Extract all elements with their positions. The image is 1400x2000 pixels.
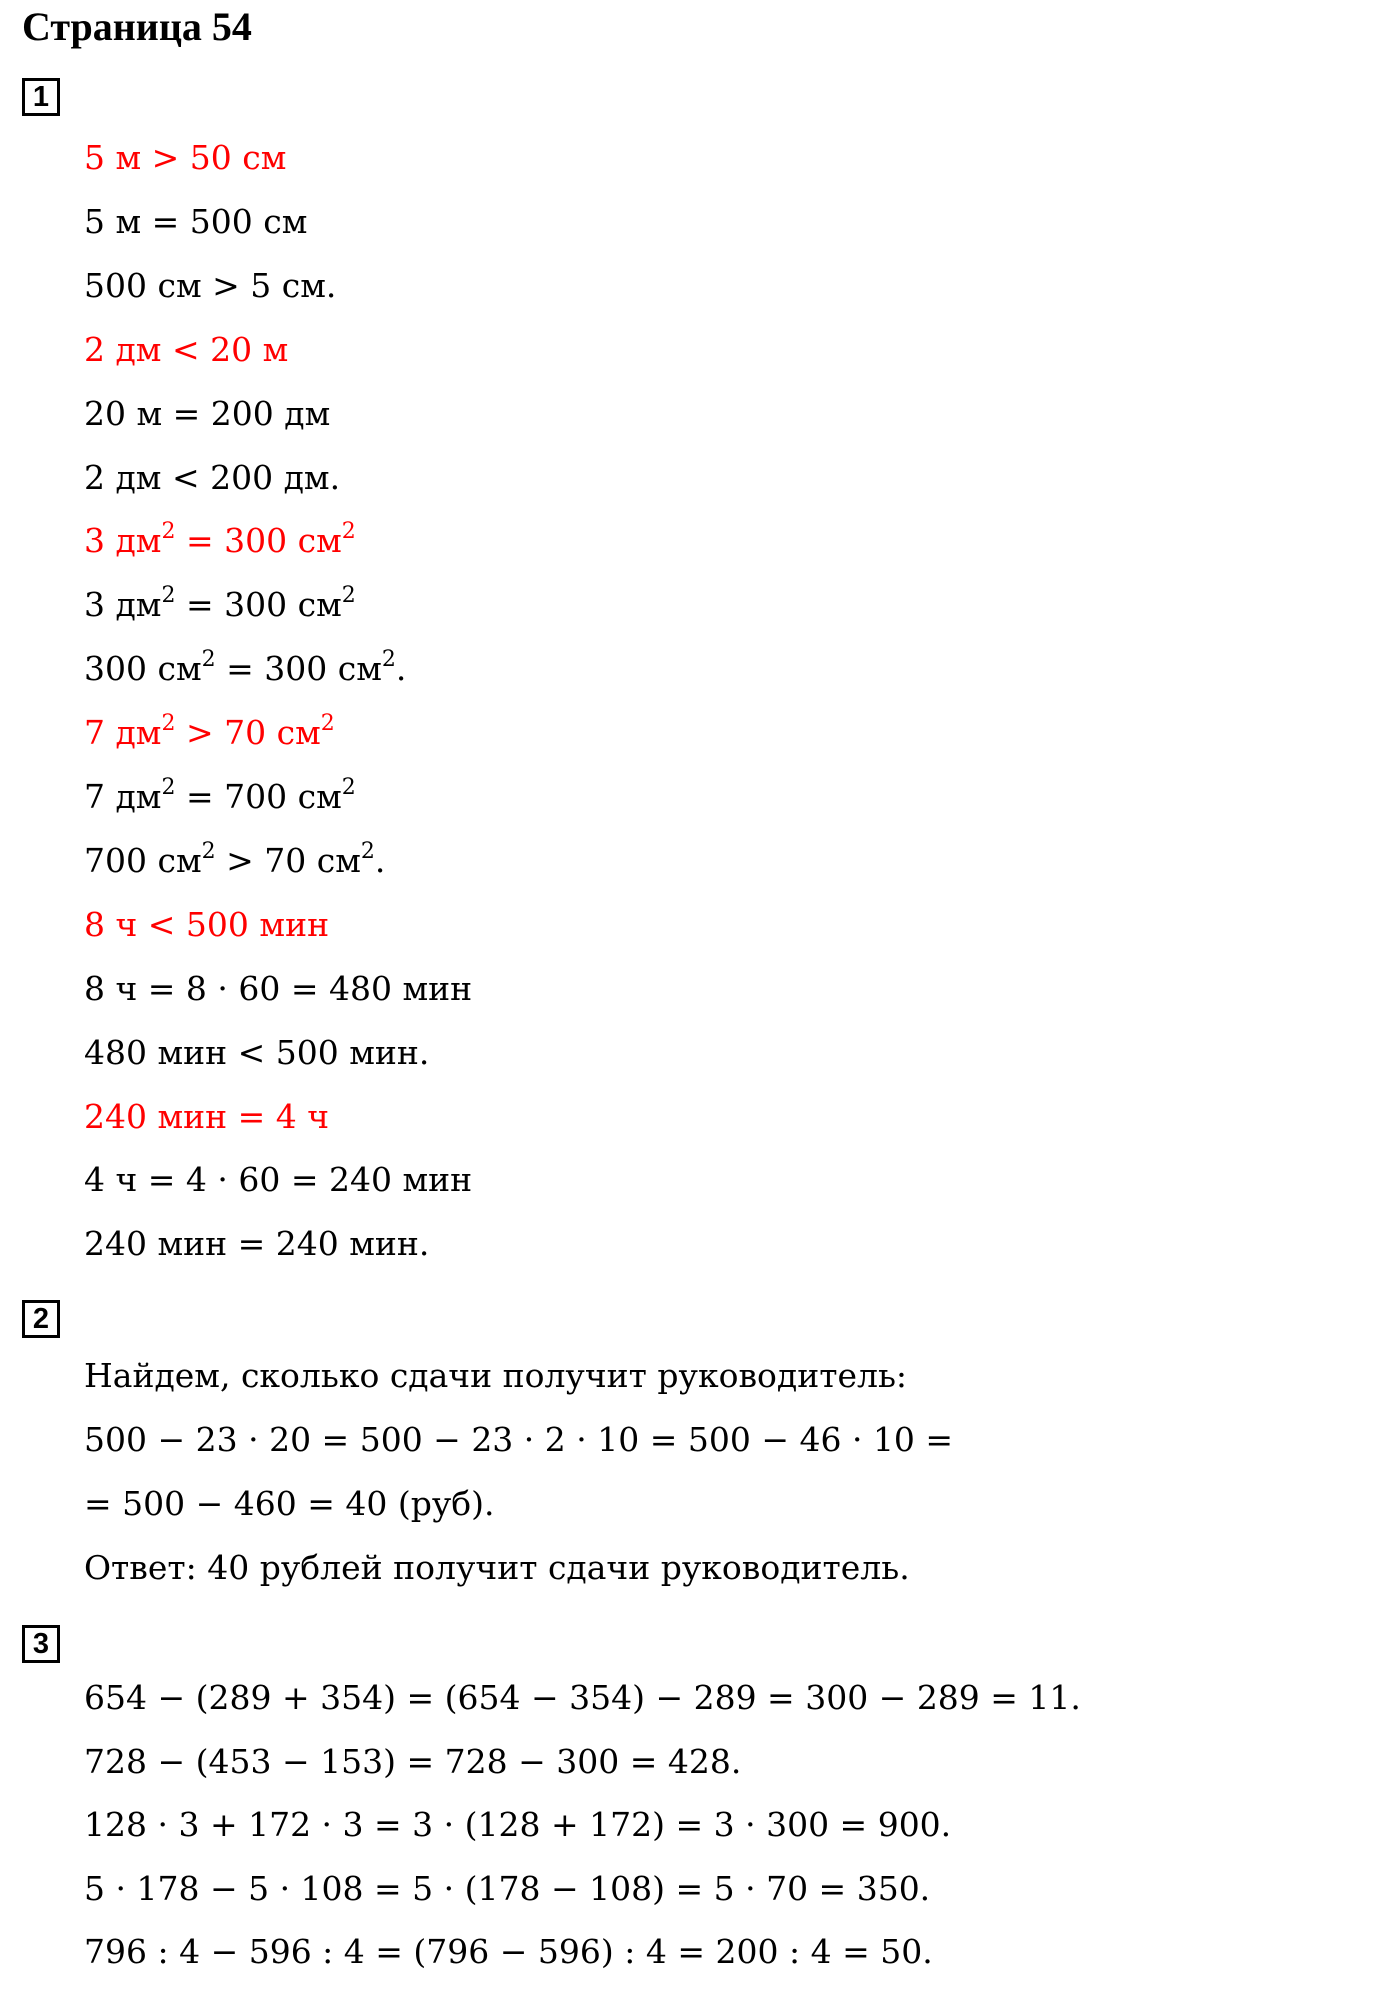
superscript: 2 xyxy=(201,838,216,864)
expression-text: 480 мин < 500 мин. xyxy=(84,1032,430,1072)
task-3-line xyxy=(84,1803,951,1847)
expression-text: 7 дм xyxy=(84,713,162,753)
task-1-line xyxy=(84,1158,472,1202)
expression-text: 240 мин = 4 ч xyxy=(84,1096,330,1136)
task-number-1: 1 xyxy=(22,78,60,116)
task-1-line xyxy=(84,711,335,755)
superscript: 2 xyxy=(341,775,356,800)
expression-text: 7 дм xyxy=(84,777,162,816)
task-1-line xyxy=(84,1031,429,1075)
task-3-line xyxy=(84,1740,741,1784)
task-1-line xyxy=(84,1095,329,1139)
expression-text: > 70 см xyxy=(175,713,321,753)
task-1-line xyxy=(84,839,385,883)
superscript: 2 xyxy=(341,583,356,609)
expression-text: Ответ: 40 рублей получит сдачи руководитель. xyxy=(84,1548,910,1587)
expression-text: 3 дм xyxy=(84,521,162,561)
expression-text: = 300 см xyxy=(215,649,382,689)
superscript: 2 xyxy=(341,519,356,545)
task-1-line xyxy=(84,967,472,1011)
expression-text: = 300 см xyxy=(175,521,342,561)
task-2-line xyxy=(84,1354,907,1398)
task-1-line xyxy=(84,200,307,244)
superscript: 2 xyxy=(161,711,176,737)
superscript: 2 xyxy=(161,583,176,609)
expression-text: 240 мин = 240 мин. xyxy=(84,1224,430,1264)
expression-text: 796 : 4 − 596 : 4 = (796 − 596) : 4 = 200 : 4 = 50. xyxy=(84,1932,933,1971)
superscript: 2 xyxy=(161,775,176,800)
expression-text: 20 м = 200 дм xyxy=(84,393,331,433)
task-1-line xyxy=(84,1222,429,1266)
task-2-line xyxy=(84,1546,910,1590)
task-3-line xyxy=(84,1867,930,1911)
expression-text: 728 − (453 − 153) = 728 − 300 = 428. xyxy=(84,1741,742,1781)
expression-text: 2 дм < 20 м xyxy=(84,329,289,369)
task-1-line xyxy=(84,328,288,372)
task-number-3: 3 xyxy=(22,1625,60,1663)
task-2-line xyxy=(84,1482,495,1526)
task-3-line xyxy=(84,1930,933,1974)
superscript: 2 xyxy=(161,519,176,545)
expression-text: 128 · 3 + 172 · 3 = 3 · (128 + 172) = 3 · 300 = 900. xyxy=(84,1805,952,1844)
task-2-line xyxy=(84,1418,953,1462)
expression-text: > 70 см xyxy=(215,840,361,880)
expression-text: 3 дм xyxy=(84,585,162,625)
expression-text: 5 · 178 − 5 · 108 = 5 · (178 − 108) = 5 · 70 = 350. xyxy=(84,1868,931,1908)
expression-text: 4 ч = 4 · 60 = 240 мин xyxy=(84,1160,473,1200)
task-1-line xyxy=(84,903,329,947)
task-1-line xyxy=(84,647,406,691)
expression-text: 500 − 23 · 20 = 500 − 23 · 2 · 10 = 500 − 46 · 10 = xyxy=(84,1420,954,1459)
expression-text: 654 − (289 + 354) = (654 − 354) − 289 = 300 − 289 = 11. xyxy=(84,1678,1081,1717)
task-1-line xyxy=(84,392,330,436)
task-1-line xyxy=(84,583,356,627)
expression-text: = 700 см xyxy=(175,777,342,816)
expression-text: 8 ч < 500 мин xyxy=(84,904,330,944)
superscript: 2 xyxy=(360,838,375,864)
expression-text: 5 м = 500 см xyxy=(84,201,308,241)
expression-text: . xyxy=(374,840,386,880)
expression-text: 5 м > 50 см xyxy=(84,138,287,177)
expression-text: Найдем, сколько сдачи получит руководитель: xyxy=(84,1356,908,1395)
superscript: 2 xyxy=(381,647,396,673)
page-title: Страница 54 xyxy=(22,4,252,49)
expression-text: 300 см xyxy=(84,649,202,689)
task-1-line xyxy=(84,136,286,180)
superscript: 2 xyxy=(201,647,216,673)
task-1-line xyxy=(84,519,356,563)
task-1-line xyxy=(84,264,336,308)
task-1-line xyxy=(84,775,356,819)
expression-text: 500 см > 5 см. xyxy=(84,265,337,305)
expression-text: 8 ч = 8 · 60 = 480 мин xyxy=(84,968,473,1008)
task-number-2: 2 xyxy=(22,1300,60,1338)
superscript: 2 xyxy=(320,711,335,737)
expression-text: = 300 см xyxy=(175,585,342,625)
expression-text: 700 см xyxy=(84,840,202,880)
task-1-line xyxy=(84,456,340,500)
expression-text: . xyxy=(395,649,407,689)
expression-text: = 500 − 460 = 40 (руб). xyxy=(84,1484,495,1523)
task-3-line xyxy=(84,1676,1081,1720)
expression-text: 2 дм < 200 дм. xyxy=(84,457,341,497)
